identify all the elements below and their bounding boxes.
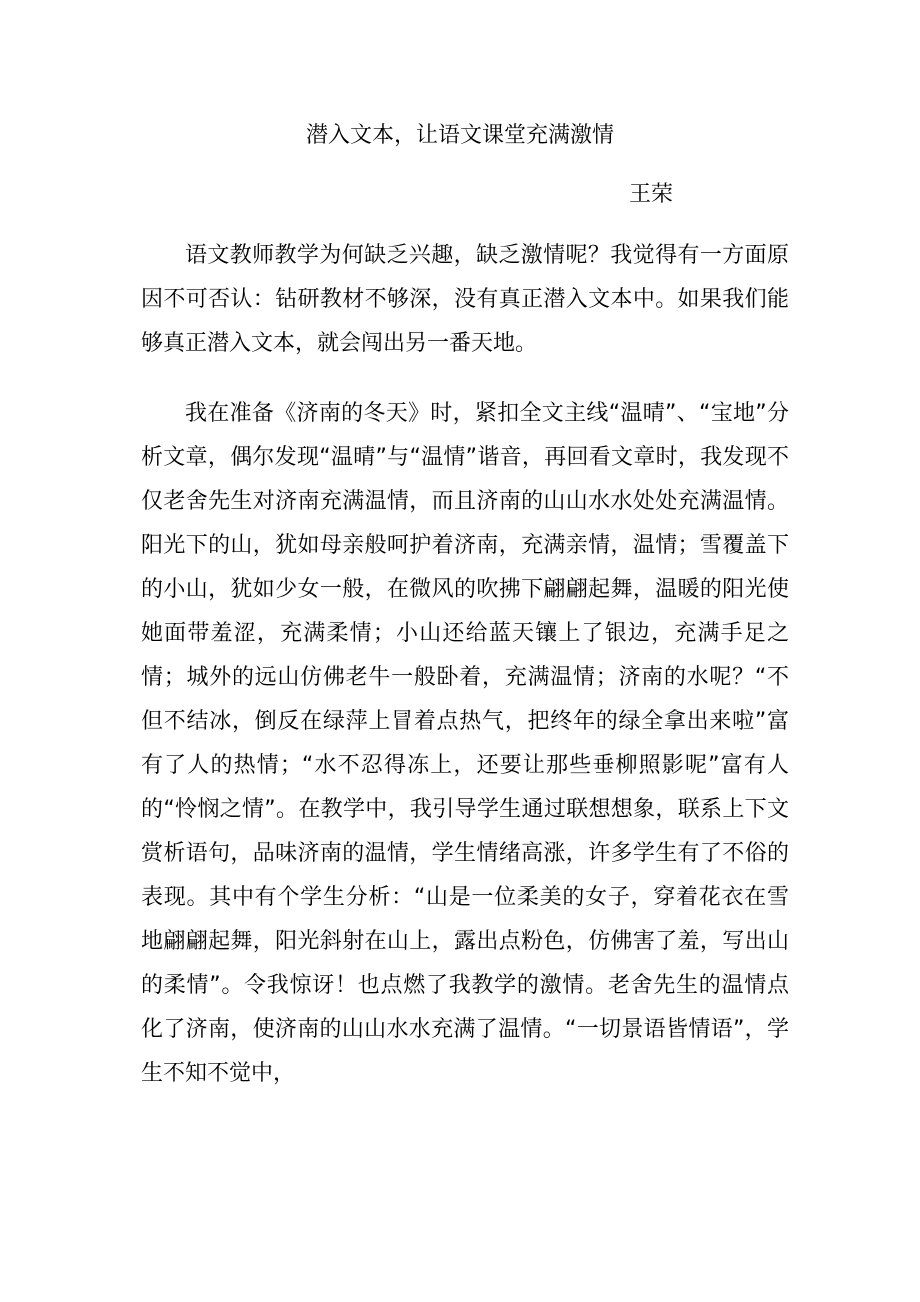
document-title: 潜入文本，让语文课堂充满激情 — [305, 123, 614, 148]
author-name: 王荣 — [629, 182, 674, 207]
paragraph-example: 我在准备《济南的冬天》时，紧扣全文主线“温晴”、“宝地”分析文章，偶尔发现“温晴”与“温情”谐音，再回看文章时，我发现不仅老舍先生对济南充满温情，而且济南的山山水水处处充满温情。阳光下的山，犹如母亲般呵护着济南，充满亲情，温情；雪覆盖下的小山，犹如少女一般，在微风的吹拂下翩翩起舞，温暖的阳光使她面带羞涩，充满柔情；小山还给蓝天镶上了银边，充满手足之情；城外的远山仿佛老牛一般卧着，充满温情；济南的水呢？“不但不结冰，倒反在绿萍上冒着点热气，把终年的绿全拿出来啦”富有了人的热情；“水不忍得冻上，还要让那些垂柳照影呢”富有人的“怜悯之情”。在教学中，我引导学生通过联想想象，联系上下文赏析语句，品味济南的温情，学生情绪高涨，许多学生有了不俗的表现。其中有个学生分析：“山是一位柔美的女子，穿着花衣在雪地翩翩起舞，阳光斜射在山上，露出点粉色，仿佛害了羞，写出山的柔情”。令我惊讶！也点燃了我教学的激情。老舍先生的温情点化了济南，使济南的山山水水充满了温情。“一切景语皆情语”，学生不知不觉中， — [141, 401, 789, 1086]
paragraph-intro: 语文教师教学为何缺乏兴趣，缺乏激情呢？我觉得有一方面原因不可否认：钻研教材不够深，没有真正潜入文本中。如果我们能够真正潜入文本，就会闯出另一番天地。 — [141, 243, 789, 356]
